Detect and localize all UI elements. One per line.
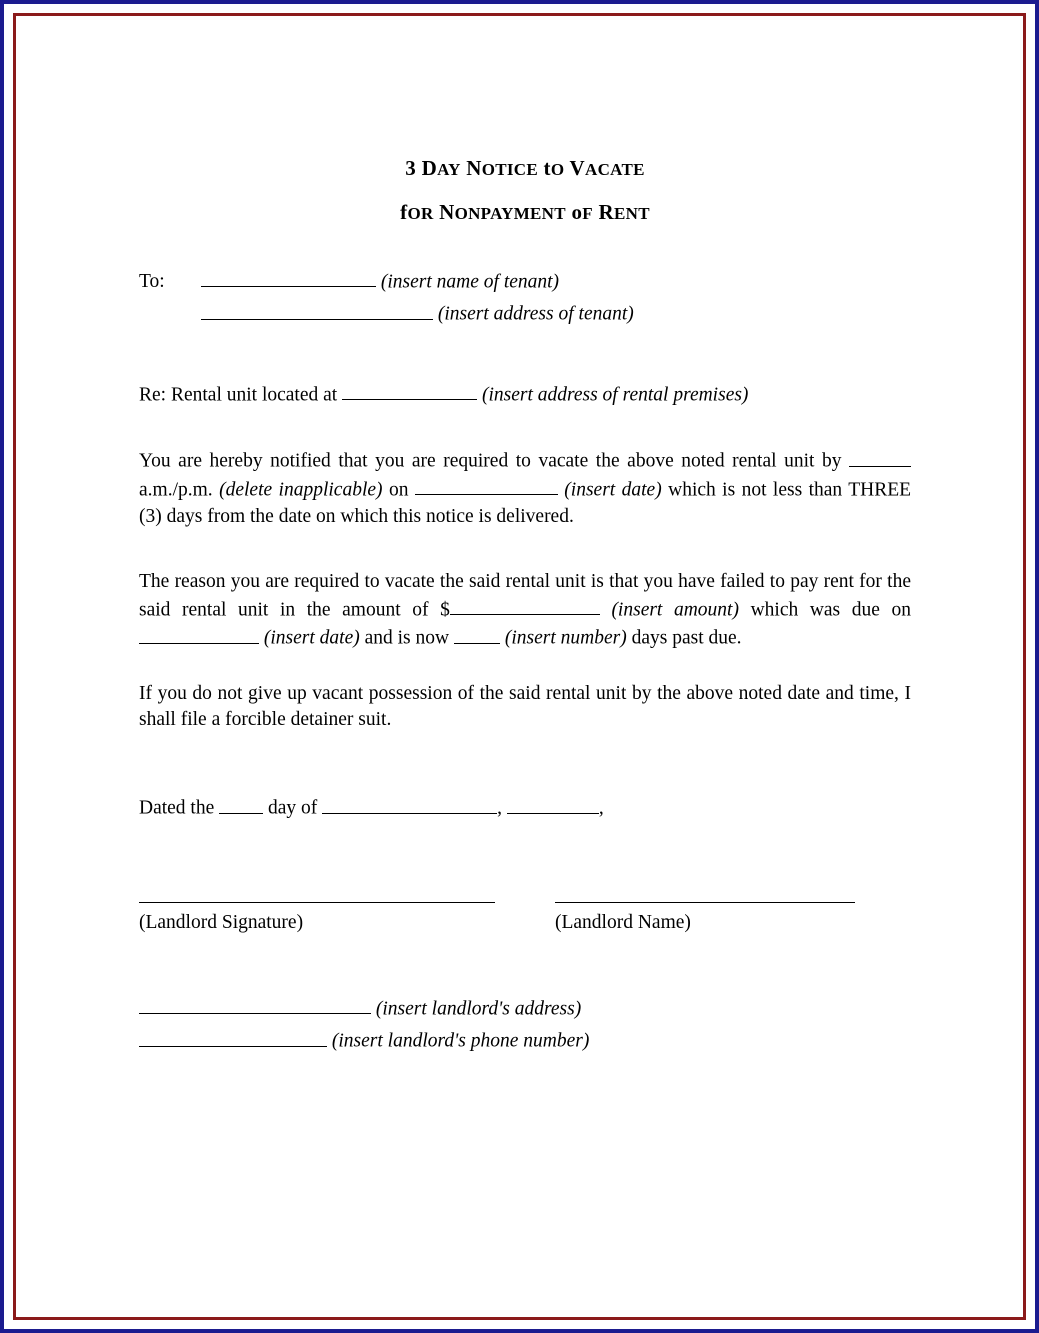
signature-area	[139, 901, 911, 937]
para2-text-g: days past due.	[631, 627, 742, 649]
dated-day-of: day of	[268, 797, 318, 819]
para1-hint-delete-inapplicable: (delete inapplicable)	[219, 479, 383, 501]
dated-prefix: Dated the	[139, 797, 215, 819]
landlord-phone-row	[139, 1027, 911, 1055]
dated-comma-1: ,	[497, 797, 503, 819]
landlord-name-label: (Landlord Name)	[555, 911, 691, 933]
amount-blank[interactable]	[450, 596, 600, 616]
tenant-name-hint: (insert name of tenant)	[380, 271, 560, 293]
landlord-address-blank[interactable]	[139, 995, 371, 1015]
para3-text: If you do not give up vacant possession of the said rental unit by the above noted date and time, I shall file a forcible detainer suit.	[139, 682, 911, 731]
dated-comma-2: ,	[598, 797, 604, 819]
para1-text-b: a.m./p.m.	[139, 479, 213, 501]
document-paper	[35, 24, 1012, 1317]
dated-day-blank[interactable]	[219, 794, 263, 814]
rental-unit-address-blank[interactable]	[342, 381, 477, 401]
para2-hint-insert-number: (insert number)	[504, 627, 627, 649]
landlord-name-field[interactable]	[555, 901, 855, 937]
rental-unit-address-hint: (insert address of rental premises)	[481, 384, 749, 406]
landlord-signature-label: (Landlord Signature)	[139, 911, 304, 933]
landlord-name-rule[interactable]	[555, 901, 855, 903]
para1-hint-insert-date: (insert date)	[564, 479, 662, 501]
para1-text-f: which is not less than THREE (3) days from the date on which this notice is delivered.	[139, 479, 912, 527]
para2-hint-insert-amount: (insert amount)	[611, 599, 739, 621]
tenant-name-row	[139, 268, 911, 296]
tenant-name-blank[interactable]	[201, 268, 376, 288]
dated-month-blank[interactable]	[322, 794, 497, 814]
document-title-text-2: fOR NONPAYMENT oF RENT	[400, 199, 650, 224]
landlord-signature-field[interactable]	[139, 901, 495, 937]
paragraph-detainer-suit	[139, 681, 911, 735]
vacate-time-blank[interactable]	[849, 447, 911, 467]
dated-year-blank[interactable]	[507, 794, 599, 814]
due-date-blank[interactable]	[139, 624, 259, 644]
to-label: To:	[139, 271, 165, 293]
document-body	[139, 154, 911, 1056]
document-title-line-2	[139, 198, 911, 228]
para2-text-e: and is now	[364, 627, 450, 649]
rental-unit-prefix: Re: Rental unit located at	[139, 384, 338, 406]
landlord-address-row	[139, 995, 911, 1023]
rental-unit-row	[139, 381, 911, 409]
vacate-date-blank[interactable]	[415, 476, 558, 496]
document-title-text-1: 3 DAY NOTICE tO VACATE	[405, 156, 645, 180]
para2-text-a: The reason you are required to vacate the said rental unit is that you have failed to pay rent for the said rental unit in the amount of $	[139, 570, 911, 621]
days-past-due-blank[interactable]	[454, 624, 500, 644]
tenant-address-row	[139, 300, 911, 328]
para2-text-c: which was due on	[750, 599, 912, 621]
landlord-contact-block	[139, 995, 911, 1056]
landlord-phone-hint: (insert landlord's phone number)	[331, 1030, 590, 1052]
paragraph-reason	[139, 569, 911, 653]
landlord-phone-blank[interactable]	[139, 1027, 327, 1047]
para1-text-d: on	[388, 479, 409, 501]
landlord-address-hint: (insert landlord's address)	[375, 998, 582, 1020]
tenant-address-blank[interactable]	[201, 300, 433, 320]
document-title-line-1	[139, 154, 911, 184]
dated-row	[139, 794, 911, 822]
tenant-address-hint: (insert address of tenant)	[437, 303, 634, 325]
landlord-signature-rule[interactable]	[139, 901, 495, 903]
para2-hint-insert-date: (insert date)	[263, 627, 360, 649]
para1-text-a: You are hereby notified that you are required to vacate the above noted rental unit by	[139, 450, 842, 472]
tenant-info-block	[139, 268, 911, 329]
paragraph-vacate-notice	[139, 447, 911, 531]
